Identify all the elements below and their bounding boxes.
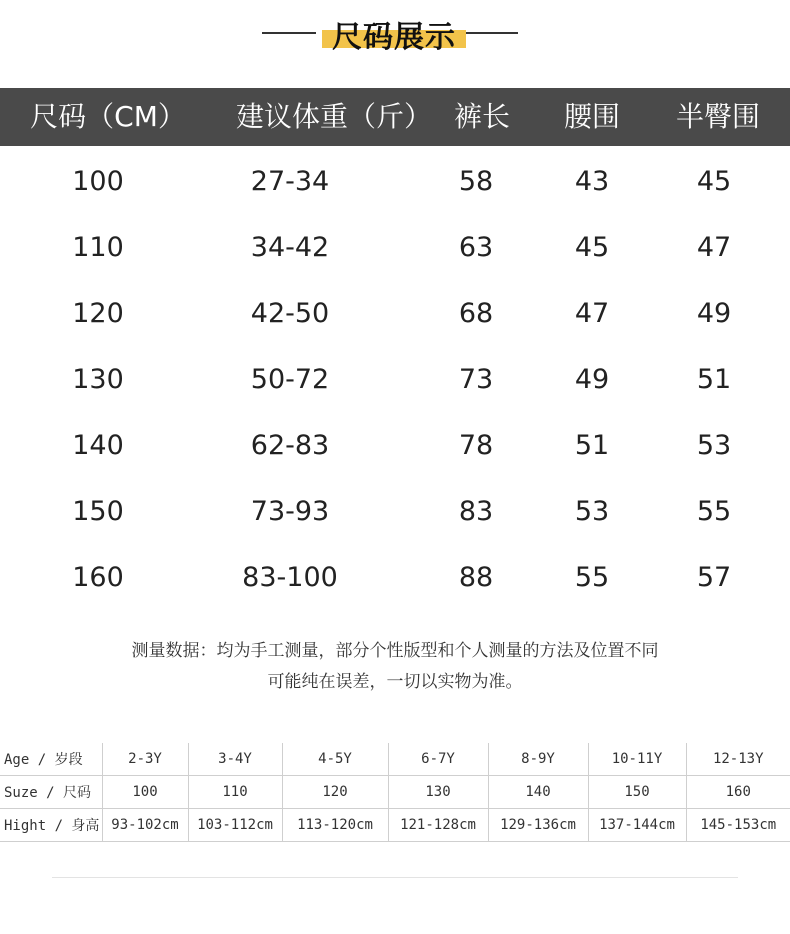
- table-cell: 3-4Y: [188, 743, 282, 776]
- table-cell: 150: [588, 776, 686, 809]
- table-cell: 10-11Y: [588, 743, 686, 776]
- row-label: Suze / 尺码: [0, 776, 102, 809]
- cell-pants-length: 63: [458, 232, 494, 263]
- cell-half-hip: 53: [696, 430, 732, 461]
- table-cell: 130: [388, 776, 488, 809]
- cell-weight: 62-83: [250, 430, 330, 461]
- cell-size: 160: [72, 562, 124, 593]
- cell-weight: 50-72: [250, 364, 330, 395]
- row-label: Hight / 身高: [0, 809, 102, 842]
- bottom-divider: [52, 877, 738, 878]
- table-cell: 12-13Y: [686, 743, 790, 776]
- cell-waist: 53: [574, 496, 610, 527]
- cell-weight: 42-50: [250, 298, 330, 329]
- table-cell: 8-9Y: [488, 743, 588, 776]
- cell-weight: 27-34: [250, 166, 330, 197]
- table-cell: 129-136cm: [488, 809, 588, 842]
- table-cell: 113-120cm: [282, 809, 388, 842]
- header-weight: 建议体重（斤）: [235, 100, 432, 133]
- cell-half-hip: 57: [696, 562, 732, 593]
- height-row: [0, 809, 790, 842]
- cell-size: 150: [72, 496, 124, 527]
- cell-weight: 73-93: [250, 496, 330, 527]
- title-section: [0, 0, 790, 88]
- cell-weight: 34-42: [250, 232, 330, 263]
- cell-waist: 43: [574, 166, 610, 197]
- table-cell: 100: [102, 776, 188, 809]
- table-cell: 93-102cm: [102, 809, 188, 842]
- table-cell: 121-128cm: [388, 809, 488, 842]
- header-pants-length: 裤长: [453, 100, 510, 133]
- cell-pants-length: 78: [458, 430, 494, 461]
- measurement-note-line1: 测量数据：均为手工测量，部分个性版型和个人测量的方法及位置不同: [131, 641, 659, 661]
- cell-pants-length: 68: [458, 298, 494, 329]
- cell-half-hip: 51: [696, 364, 732, 395]
- cell-pants-length: 83: [458, 496, 494, 527]
- table-cell: 145-153cm: [686, 809, 790, 842]
- table-cell: 103-112cm: [188, 809, 282, 842]
- cell-half-hip: 45: [696, 166, 732, 197]
- cell-half-hip: 47: [696, 232, 732, 263]
- cell-size: 120: [72, 298, 124, 329]
- title-divider-right: [466, 32, 518, 34]
- title-divider-left: [262, 32, 316, 34]
- cell-waist: 45: [574, 232, 610, 263]
- header-size: 尺码（CM）: [30, 100, 186, 133]
- age-size-height-table: [0, 743, 790, 842]
- page-title: 尺码展示: [332, 20, 456, 55]
- table-cell: 6-7Y: [388, 743, 488, 776]
- size-row: [0, 776, 790, 809]
- cell-pants-length: 88: [458, 562, 494, 593]
- cell-weight: 83-100: [242, 562, 338, 593]
- table-cell: 2-3Y: [102, 743, 188, 776]
- cell-size: 140: [72, 430, 124, 461]
- cell-pants-length: 73: [458, 364, 494, 395]
- cell-half-hip: 49: [696, 298, 732, 329]
- row-label: Age / 岁段: [0, 743, 102, 776]
- table-cell: 120: [282, 776, 388, 809]
- cell-size: 110: [72, 232, 124, 263]
- cell-waist: 51: [574, 430, 610, 461]
- header-half-hip: 半臀围: [675, 100, 760, 133]
- cell-size: 100: [72, 166, 124, 197]
- size-table-header: [0, 88, 790, 146]
- cell-waist: 47: [574, 298, 610, 329]
- cell-size: 130: [72, 364, 124, 395]
- header-waist: 腰围: [563, 100, 620, 133]
- cell-waist: 49: [574, 364, 610, 395]
- cell-waist: 55: [574, 562, 610, 593]
- table-cell: 110: [188, 776, 282, 809]
- table-cell: 4-5Y: [282, 743, 388, 776]
- measurement-note-line2: 可能纯在误差，一切以实物为准。: [267, 672, 523, 692]
- table-cell: 137-144cm: [588, 809, 686, 842]
- cell-half-hip: 55: [696, 496, 732, 527]
- cell-pants-length: 58: [458, 166, 494, 197]
- table-cell: 140: [488, 776, 588, 809]
- table-cell: 160: [686, 776, 790, 809]
- age-row: [0, 743, 790, 776]
